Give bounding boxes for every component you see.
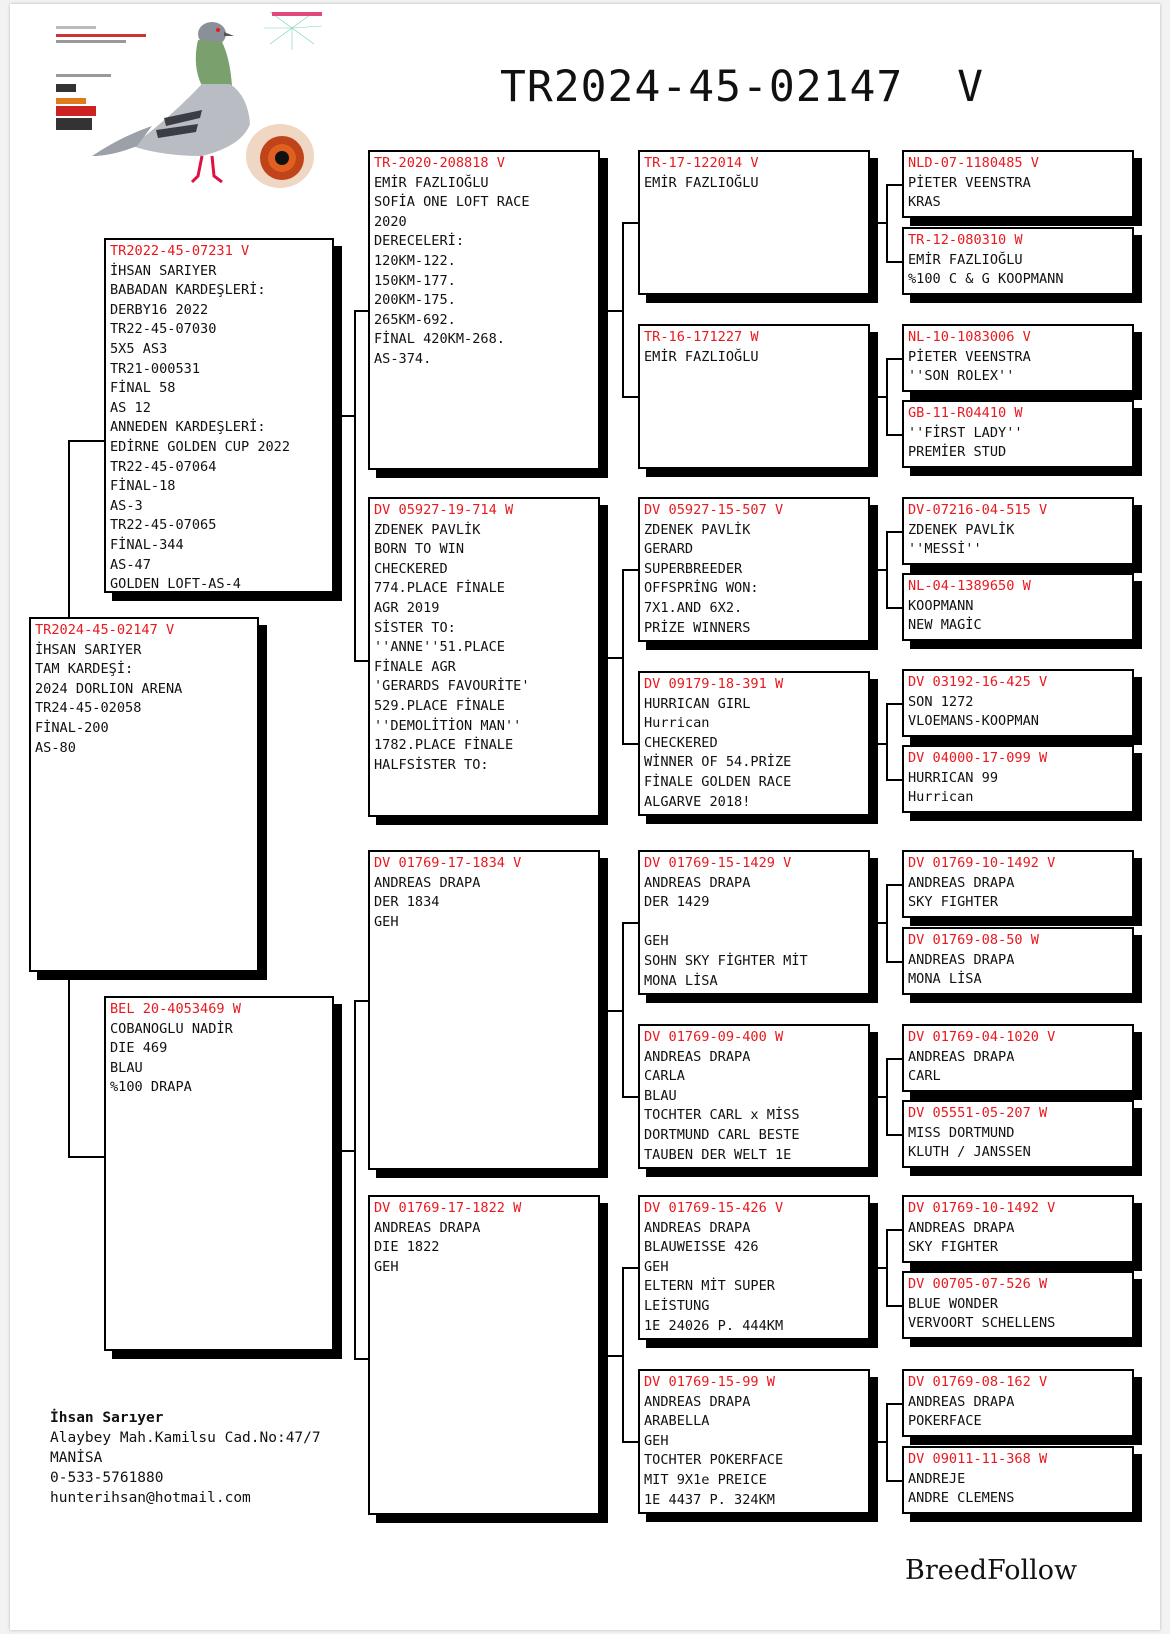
pigeon-logo	[52, 6, 332, 206]
connector-line	[886, 184, 902, 186]
pigeon-info-line: ''MESSİ''	[908, 541, 982, 558]
pigeon-info-line: BLAU	[644, 1087, 677, 1104]
pigeon-info-line: KLUTH / JANSSEN	[908, 1144, 1031, 1161]
pigeon-info-line: FİNAL-344	[110, 536, 184, 553]
ring-number: TR-17-122014 V	[644, 155, 759, 171]
pigeon-info-line: SUPERBREEDER	[644, 560, 743, 577]
connector-line	[602, 1355, 622, 1357]
pigeon-info-line: ''ANNE''51.PLACE	[374, 639, 505, 656]
connector-line	[886, 961, 902, 963]
connector-line	[622, 1267, 638, 1269]
pigeon-info-line: EDİRNE GOLDEN CUP 2022	[110, 438, 291, 455]
pigeon-gen4-13	[902, 1195, 1134, 1263]
pedigree-title: TR2024-45-02147 V	[500, 62, 984, 112]
connector-line	[622, 1267, 624, 1443]
pigeon-gen3-6	[638, 1024, 870, 1169]
pigeon-gen4-12	[902, 1100, 1134, 1168]
pigeon-info-line: 1782.PLACE FİNALE	[374, 737, 514, 754]
pigeon-info-line: TR24-45-02058	[35, 700, 142, 717]
pigeon-info-line: TR21-000531	[110, 360, 201, 377]
ring-number: NL-04-1389650 W	[908, 578, 1031, 594]
pigeon-gen2-3	[368, 850, 600, 1170]
pigeon-gen2-1	[368, 150, 600, 470]
pigeon-gen4-7	[902, 669, 1134, 737]
connector-line	[622, 743, 638, 745]
connector-line	[354, 1358, 368, 1360]
pigeon-gen3-2	[638, 324, 870, 469]
pigeon-info-line: ''SON ROLEX''	[908, 368, 1015, 385]
pigeon-gen4-5	[902, 497, 1134, 565]
pigeon-dam	[104, 996, 334, 1351]
pigeon-info-line: ANNEDEN KARDEŞLERİ:	[110, 419, 266, 436]
connector-line	[334, 1150, 354, 1152]
pigeon-info-line: DIE 1822	[374, 1239, 440, 1256]
pigeon-info-line: CARLA	[644, 1068, 685, 1085]
owner-email: hunterihsan@hotmail.com	[50, 1490, 251, 1506]
ring-number: TR2022-45-07231 V	[110, 243, 250, 259]
ring-number: DV 01769-08-50 W	[908, 932, 1039, 948]
pigeon-info-line: ANDREJE	[908, 1470, 966, 1487]
pigeon-info-line: EMİR FAZLIOĞLU	[374, 174, 489, 191]
connector-line	[334, 415, 354, 417]
pigeon-info-line: DIE 469	[110, 1040, 168, 1057]
pigeon-info-line: TR22-45-07065	[110, 517, 217, 534]
ring-number: DV 05927-15-507 V	[644, 502, 784, 518]
connector-line	[602, 1010, 622, 1012]
connector-line	[602, 657, 622, 659]
pigeon-info-line: İHSAN SARIYER	[110, 262, 217, 279]
ring-number: DV 01769-17-1822 W	[374, 1200, 522, 1216]
connector-line	[354, 660, 368, 662]
pigeon-info-line: GERARD	[644, 541, 694, 558]
ring-number: GB-11-R04410 W	[908, 405, 1023, 421]
pigeon-info-line: 'GERARDS FAVOURİTE'	[374, 678, 530, 695]
pigeon-gen4-16	[902, 1446, 1134, 1514]
connector-line	[622, 1441, 638, 1443]
pigeon-info-line: AS-47	[110, 556, 151, 573]
pigeon-info-line: PREMİER STUD	[908, 444, 1007, 461]
pigeon-info-line: TR22-45-07064	[110, 458, 217, 475]
ring-number: DV 09179-18-391 W	[644, 676, 784, 692]
connector-line	[622, 569, 638, 571]
pigeon-info-line: FİNALE GOLDEN RACE	[644, 773, 792, 790]
pigeon-info-line: GEH	[644, 933, 669, 950]
ring-number: BEL 20-4053469 W	[110, 1001, 241, 1017]
ring-number: DV 04000-17-099 W	[908, 750, 1048, 766]
pigeon-info-line: 7X1.AND 6X2.	[644, 599, 743, 616]
pigeon-info-line: SOHN SKY FİGHTER MİT	[644, 952, 808, 969]
pigeon-info-line: FİNAL 58	[110, 380, 176, 397]
pigeon-info-line: ''DEMOLİTİON MAN''	[374, 717, 522, 734]
pigeon-info-line: Hurrican	[644, 715, 710, 732]
pigeon-gen4-9	[902, 850, 1134, 918]
pigeon-info-line: LEİSTUNG	[644, 1297, 710, 1314]
pigeon-info-line: AS-80	[35, 739, 76, 756]
pigeon-info-line: ANDREAS DRAPA	[374, 874, 481, 891]
pigeon-info-line: SİSTER TO:	[374, 619, 456, 636]
pigeon-info-line: SKY FIGHTER	[908, 1239, 999, 1256]
pigeon-info-line: HURRICAN 99	[908, 769, 999, 786]
connector-line	[68, 440, 104, 442]
pigeon-info-line: MISS DORTMUND	[908, 1124, 1015, 1141]
connector-line	[622, 222, 624, 398]
ring-number: NL-10-1083006 V	[908, 329, 1031, 345]
pigeon-info-line: 120KM-122.	[374, 252, 456, 269]
pigeon-info-line: 200KM-175.	[374, 292, 456, 309]
ring-number: DV 01769-17-1834 V	[374, 855, 522, 871]
pigeon-info-line: GEH	[644, 1432, 669, 1449]
ring-number: TR-16-171227 W	[644, 329, 759, 345]
pigeon-info-line: 5X5 AS3	[110, 340, 168, 357]
connector-line	[354, 310, 356, 662]
pigeon-info-line: 774.PLACE FİNALE	[374, 580, 505, 597]
ring-number: DV 01769-08-162 V	[908, 1374, 1048, 1390]
pigeon-info-line: TAM KARDEŞİ:	[35, 661, 134, 678]
pigeon-info-line: DERECELERİ:	[374, 233, 465, 250]
pigeon-info-line: FİNAL-18	[110, 478, 176, 495]
pigeon-subject	[29, 617, 259, 972]
connector-line	[68, 1156, 104, 1158]
pigeon-info-line: GEH	[374, 913, 399, 930]
pigeon-info-line: TR22-45-07030	[110, 321, 217, 338]
ring-number: DV 03192-16-425 V	[908, 674, 1048, 690]
pigeon-info-line: AS 12	[110, 399, 151, 416]
pigeon-info-line: GOLDEN LOFT-AS-4	[110, 576, 241, 593]
pigeon-info-line: EMİR FAZLIOĞLU	[644, 348, 759, 365]
pigeon-gen3-1	[638, 150, 870, 295]
pigeon-info-line: ANDREAS DRAPA	[644, 1048, 751, 1065]
connector-line	[886, 184, 888, 263]
pigeon-info-line: ANDRE CLEMENS	[908, 1490, 1015, 1507]
pigeon-info-line: EMİR FAZLIOĞLU	[908, 251, 1023, 268]
pigeon-info-line: WİNNER OF 54.PRİZE	[644, 754, 792, 771]
pigeon-info-line: BLAUWEISSE 426	[644, 1239, 759, 1256]
connector-line	[68, 972, 70, 1156]
pigeon-info-line: ANDREAS DRAPA	[644, 874, 751, 891]
pigeon-gen4-10	[902, 927, 1134, 995]
pigeon-info-line: 529.PLACE FİNALE	[374, 697, 505, 714]
pigeon-info-line: MONA LİSA	[908, 971, 982, 988]
connector-line	[886, 779, 902, 781]
pigeon-info-line: 2020	[374, 213, 407, 230]
pigeon-info-line: KRAS	[908, 194, 941, 211]
connector-line	[886, 703, 888, 781]
connector-line	[886, 1229, 902, 1231]
pigeon-info-line: BLUE WONDER	[908, 1295, 999, 1312]
pigeon-info-line: KOOPMANN	[908, 597, 974, 614]
pigeon-info-line: GEH	[644, 1258, 669, 1275]
connector-line	[886, 607, 902, 609]
connector-line	[870, 743, 886, 745]
ring-number: DV 05927-19-714 W	[374, 502, 514, 518]
connector-line	[622, 396, 638, 398]
pigeon-gen4-11	[902, 1024, 1134, 1092]
pigeon-gen3-4	[638, 671, 870, 816]
ring-number: DV 01769-09-400 W	[644, 1029, 784, 1045]
pigeon-info-line: AS-374.	[374, 350, 432, 367]
connector-line	[886, 1305, 902, 1307]
pigeon-gen4-8	[902, 745, 1134, 813]
owner-name: İhsan Sarıyer	[50, 1410, 164, 1426]
pigeon-info-line: DER 1834	[374, 894, 440, 911]
pigeon-info-line: POKERFACE	[908, 1413, 982, 1430]
connector-line	[622, 922, 638, 924]
pigeon-info-line: 265KM-692.	[374, 311, 456, 328]
ring-number: TR2024-45-02147 V	[35, 622, 175, 638]
pigeon-info-line: ALGARVE 2018!	[644, 793, 751, 810]
ring-number: DV 01769-15-426 V	[644, 1200, 784, 1216]
pigeon-info-line: %100 DRAPA	[110, 1079, 192, 1096]
owner-contact	[50, 1408, 321, 1508]
pigeon-info-line: ANDREAS DRAPA	[908, 874, 1015, 891]
pigeon-info-line: CHECKERED	[374, 560, 448, 577]
connector-line	[886, 1403, 888, 1482]
pigeon-info-line: CHECKERED	[644, 734, 718, 751]
ring-number: DV 01769-15-1429 V	[644, 855, 792, 871]
connector-line	[354, 1000, 356, 1360]
pigeon-info-line: SOFİA ONE LOFT RACE	[374, 194, 530, 211]
connector-line	[886, 884, 888, 963]
pigeon-info-line: ANDREAS DRAPA	[908, 1219, 1015, 1236]
pigeon-gen4-15	[902, 1369, 1134, 1437]
connector-line	[886, 434, 902, 436]
connector-line	[886, 703, 902, 705]
ring-number: DV 05551-05-207 W	[908, 1105, 1048, 1121]
pigeon-info-line: DORTMUND CARL BESTE	[644, 1126, 800, 1143]
pigeon-info-line: BLAU	[110, 1059, 143, 1076]
connector-line	[622, 922, 624, 1098]
pigeon-gen4-14	[902, 1271, 1134, 1339]
pigeon-info-line: PİETER VEENSTRA	[908, 348, 1031, 365]
owner-address: Alaybey Mah.Kamilsu Cad.No:47/7	[50, 1430, 321, 1446]
pigeon-gen4-1	[902, 150, 1134, 218]
pigeon-info-line: TOCHTER CARL x MİSS	[644, 1107, 800, 1124]
pigeon-info-line: ANDREAS DRAPA	[644, 1219, 751, 1236]
ring-number: DV 09011-11-368 W	[908, 1451, 1048, 1467]
connector-line	[886, 884, 902, 886]
connector-line	[886, 1229, 888, 1307]
connector-line	[886, 261, 902, 263]
pigeon-info-line: MIT 9X1e PREICE	[644, 1471, 767, 1488]
pigeon-info-line: BABADAN KARDEŞLERİ:	[110, 282, 266, 299]
pigeon-info-line: ANDREAS DRAPA	[644, 1393, 751, 1410]
pigeon-gen3-8	[638, 1369, 870, 1514]
pigeon-info-line: VLOEMANS-KOOPMAN	[908, 713, 1039, 730]
connector-line	[622, 569, 624, 745]
connector-line	[68, 440, 70, 618]
pigeon-gen4-6	[902, 573, 1134, 641]
pigeon-info-line: EMİR FAZLIOĞLU	[644, 174, 759, 191]
pigeon-gen4-3	[902, 324, 1134, 392]
brand-logo: BreedFollow	[905, 1555, 1078, 1586]
pigeon-info-line: ZDENEK PAVLİK	[374, 521, 481, 538]
ring-number: DV 01769-15-99 W	[644, 1374, 775, 1390]
pigeon-info-line: FİNAL-200	[35, 719, 109, 736]
pigeon-info-line: COBANOGLU NADİR	[110, 1020, 233, 1037]
pigeon-info-line: FİNAL 420KM-268.	[374, 331, 505, 348]
pigeon-info-line: ZDENEK PAVLİK	[644, 521, 751, 538]
connector-line	[870, 922, 886, 924]
ring-number: TR-12-080310 W	[908, 232, 1023, 248]
pigeon-gen2-4	[368, 1195, 600, 1515]
pigeon-info-line: İHSAN SARIYER	[35, 641, 142, 658]
connector-line	[886, 1134, 902, 1136]
connector-line	[886, 1058, 888, 1136]
pigeon-info-line: ANDREAS DRAPA	[374, 1219, 481, 1236]
pigeon-info-line: VERVOORT SCHELLENS	[908, 1315, 1056, 1332]
pigeon-info-line: MONA LİSA	[644, 972, 718, 989]
pigeon-info-line	[644, 913, 864, 933]
pigeon-info-line: OFFSPRİNG WON:	[644, 580, 759, 597]
pigeon-sire	[104, 238, 334, 593]
ring-number: DV 00705-07-526 W	[908, 1276, 1048, 1292]
pigeon-info-line: DER 1429	[644, 894, 710, 911]
pigeon-info-line: ''FİRST LADY''	[908, 424, 1023, 441]
pigeon-info-line: ZDENEK PAVLİK	[908, 521, 1015, 538]
pigeon-gen3-3	[638, 497, 870, 642]
connector-line	[886, 531, 902, 533]
connector-line	[870, 569, 886, 571]
pigeon-info-line: 1E 24026 P. 444KM	[644, 1317, 784, 1334]
pigeon-info-line: AS-3	[110, 497, 143, 514]
pigeon-gen4-2	[902, 227, 1134, 295]
pigeon-info-line: Hurrican	[908, 789, 974, 806]
connector-line	[354, 310, 368, 312]
connector-line	[886, 1058, 902, 1060]
ring-number: DV 01769-10-1492 V	[908, 1200, 1056, 1216]
pigeon-info-line: DERBY16 2022	[110, 301, 209, 318]
pigeon-gen3-5	[638, 850, 870, 995]
pigeon-info-line: FİNALE AGR	[374, 658, 456, 675]
pigeon-gen4-4	[902, 400, 1134, 468]
ring-number: DV-07216-04-515 V	[908, 502, 1048, 518]
pigeon-info-line: 2024 DORLION ARENA	[35, 680, 183, 697]
pigeon-info-line: ELTERN MİT SUPER	[644, 1278, 775, 1295]
connector-line	[870, 1267, 886, 1269]
pigeon-info-line: 1E 4437 P. 324KM	[644, 1491, 775, 1508]
ring-number: TR-2020-208818 V	[374, 155, 505, 171]
owner-phone: 0-533-5761880	[50, 1470, 164, 1486]
pigeon-info-line: SKY FIGHTER	[908, 894, 999, 911]
pigeon-info-line: ANDREAS DRAPA	[908, 951, 1015, 968]
pigeon-info-line: %100 C & G KOOPMANN	[908, 271, 1064, 288]
pigeon-info-line: NEW MAGİC	[908, 617, 982, 634]
connector-line	[622, 1096, 638, 1098]
pigeon-info-line: TOCHTER POKERFACE	[644, 1452, 784, 1469]
connector-line	[870, 222, 886, 224]
pigeon-info-line: GEH	[374, 1258, 399, 1275]
pigeon-info-line: CARL	[908, 1068, 941, 1085]
ring-number: DV 01769-10-1492 V	[908, 855, 1056, 871]
connector-line	[870, 396, 886, 398]
ring-number: DV 01769-04-1020 V	[908, 1029, 1056, 1045]
pigeon-info-line: HURRICAN GIRL	[644, 695, 751, 712]
pigeon-info-line: 150KM-177.	[374, 272, 456, 289]
pigeon-info-line: TAUBEN DER WELT 1E	[644, 1146, 792, 1163]
connector-line	[354, 1000, 368, 1002]
pigeon-info-line: ANDREAS DRAPA	[908, 1393, 1015, 1410]
connector-line	[886, 358, 888, 436]
pigeon-info-line: AGR 2019	[374, 599, 440, 616]
owner-city: MANİSA	[50, 1450, 103, 1466]
connector-line	[886, 1480, 902, 1482]
pigeon-info-line: PRİZE WINNERS	[644, 619, 751, 636]
pigeon-info-line: ARABELLA	[644, 1413, 710, 1430]
connector-line	[602, 310, 622, 312]
pigeon-info-line: SON 1272	[908, 693, 974, 710]
connector-line	[870, 1096, 886, 1098]
connector-line	[886, 531, 888, 609]
pigeon-info-line: HALFSİSTER TO:	[374, 756, 489, 773]
connector-line	[622, 222, 638, 224]
pigeon-info-line: ANDREAS DRAPA	[908, 1048, 1015, 1065]
connector-line	[886, 1403, 902, 1405]
pigeon-info-line: PİETER VEENSTRA	[908, 174, 1031, 191]
connector-line	[886, 358, 902, 360]
pigeon-gen2-2	[368, 497, 600, 817]
pigeon-gen3-7	[638, 1195, 870, 1340]
connector-line	[870, 1441, 886, 1443]
ring-number: NLD-07-1180485 V	[908, 155, 1039, 171]
pigeon-info-line: BORN TO WIN	[374, 541, 465, 558]
